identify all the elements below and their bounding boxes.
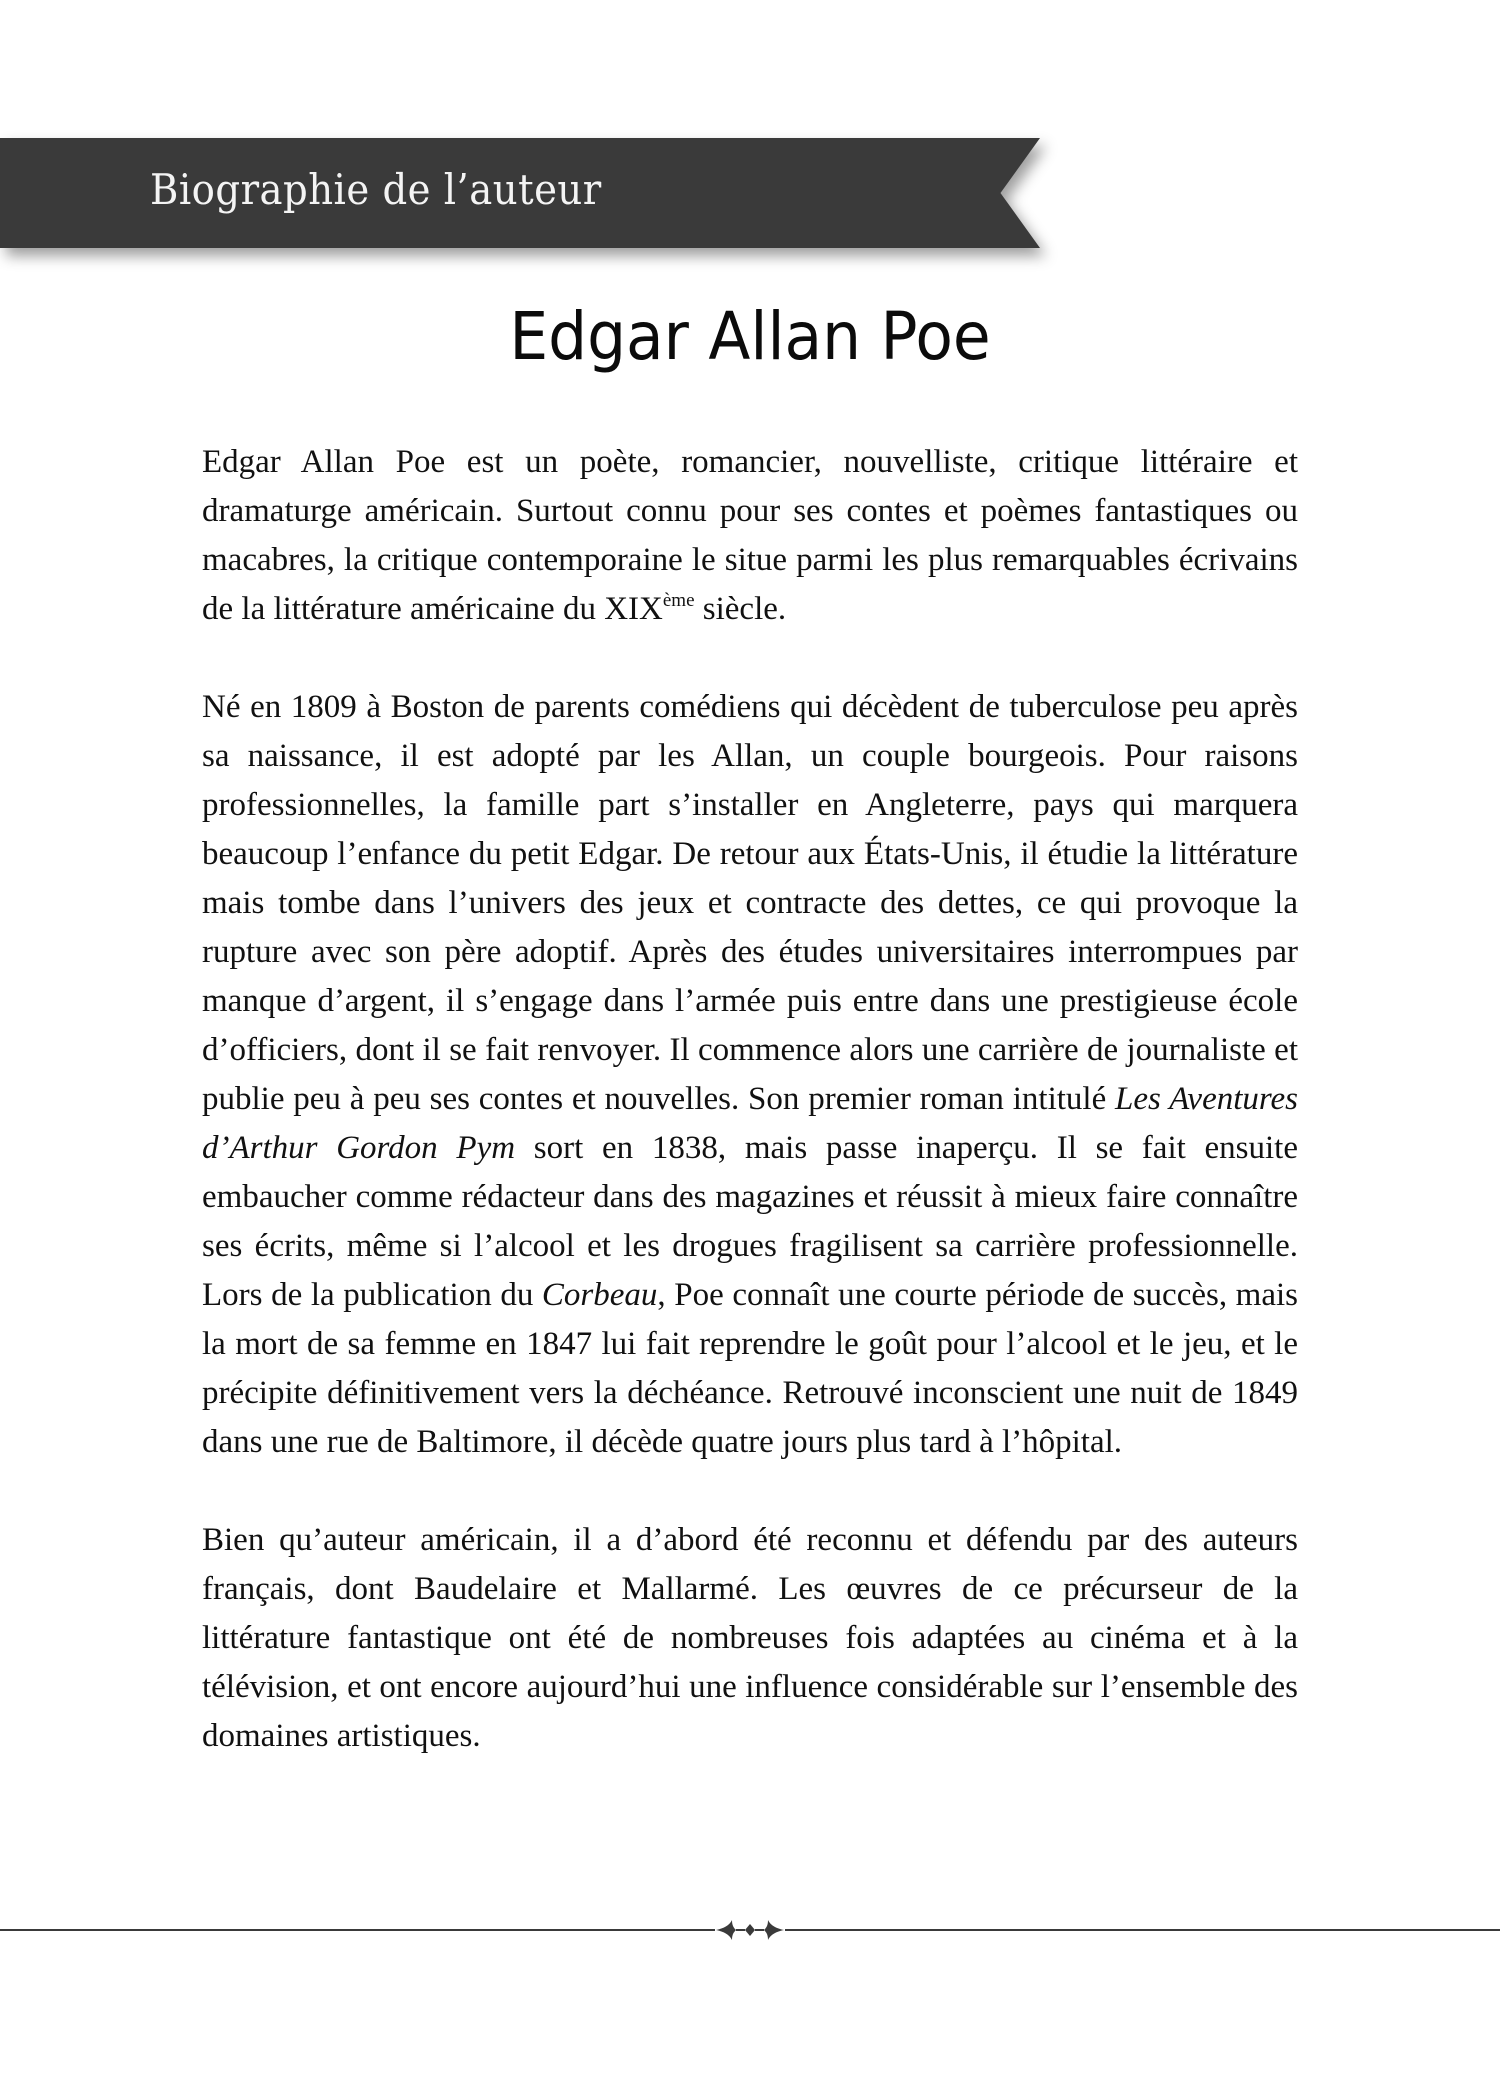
right-arrow-ornament [764,1920,786,1940]
superscript-ordinal: ème [662,590,695,611]
footer-separator [0,1918,1500,1942]
book-title-pym: Les Aventures d’Arthur Gordon Pym [202,1081,1299,1166]
left-arrow-ornament [714,1920,736,1940]
fleuron-ornament-icon [712,1918,788,1942]
paragraph-intro [202,438,1298,634]
page-title: Edgar Allan Poe [509,298,991,375]
paragraph-life [202,683,1298,1467]
paragraph-text: Bien qu’auteur américain, il a d’abord été reconnu et défendu par des auteurs français, dont Baudelaire et Mallarmé. Les œuvres de ce précurseur de la littérature fantastique ont été de nombreuses fois adaptées au cinéma et à la télévision, et ont encore aujourd’hui une influence considérable sur l’ensemble des domaines artistiques. [202,1522,1298,1754]
paragraph-text: siècle. [694,591,787,627]
paragraph-legacy [202,1516,1298,1761]
banner-label: Biographie de l’auteur [150,165,602,214]
separator-line-left [0,1929,715,1931]
paragraph-text: Né en 1809 à Boston de parents comédiens qui décèdent de tuberculose peu après sa naissance, il est adopté par les Allan, un couple bourgeois. Pour raisons professionnelles, la famille part s’installer en Angleterre, pays qui marquera beaucoup l’enfance du petit Edgar. De retour aux États-Unis, il étudie la littérature mais tombe dans l’univers des jeux et contracte des dettes, ce qui provoque la rupture avec son père adoptif. Après des études universitaires interrompues par manque d’argent, il s’engage dans l’armée puis entre dans une prestigieuse école d’officiers, dont il se fait renvoyer. Il commence alors une carrière de journaliste et publie peu à peu ses contes et nouvelles. Son premier roman intitulé [202,689,1298,1117]
section-banner [0,138,1060,250]
biography-body [202,438,1298,1810]
book-title-corbeau: Corbeau [541,1277,658,1313]
paragraph-text: sort en 1838, mais passe inaperçu. Il se fait ensuite embaucher comme rédacteur dans des magazines et réussit à mieux faire connaître ses écrits, même si l’alcool et les drogues fragilisent sa carrière professionnelle. Lors de la publication du [202,1130,1298,1313]
paragraph-text: , Poe connaît une courte période de succès, mais la mort de sa femme en 1847 lui fait reprendre le goût pour l’alcool et le jeu, et le précipite définitivement vers la déchéance. Retrouvé inconscient une nuit de 1849 dans une rue de Baltimore, il décède quatre jours plus tard à l’hôpital. [202,1277,1298,1460]
paragraph-text: Edgar Allan Poe est un poète, romancier, nouvelliste, critique littéraire et dramaturge américain. Surtout connu pour ses contes et poèmes fantastiques ou macabres, la critique contemporaine le situe parmi les plus remarquables écrivains de la littérature américaine du XIX [202,444,1298,627]
separator-line-right [785,1929,1500,1931]
center-diamond-ornament [745,1924,755,1936]
